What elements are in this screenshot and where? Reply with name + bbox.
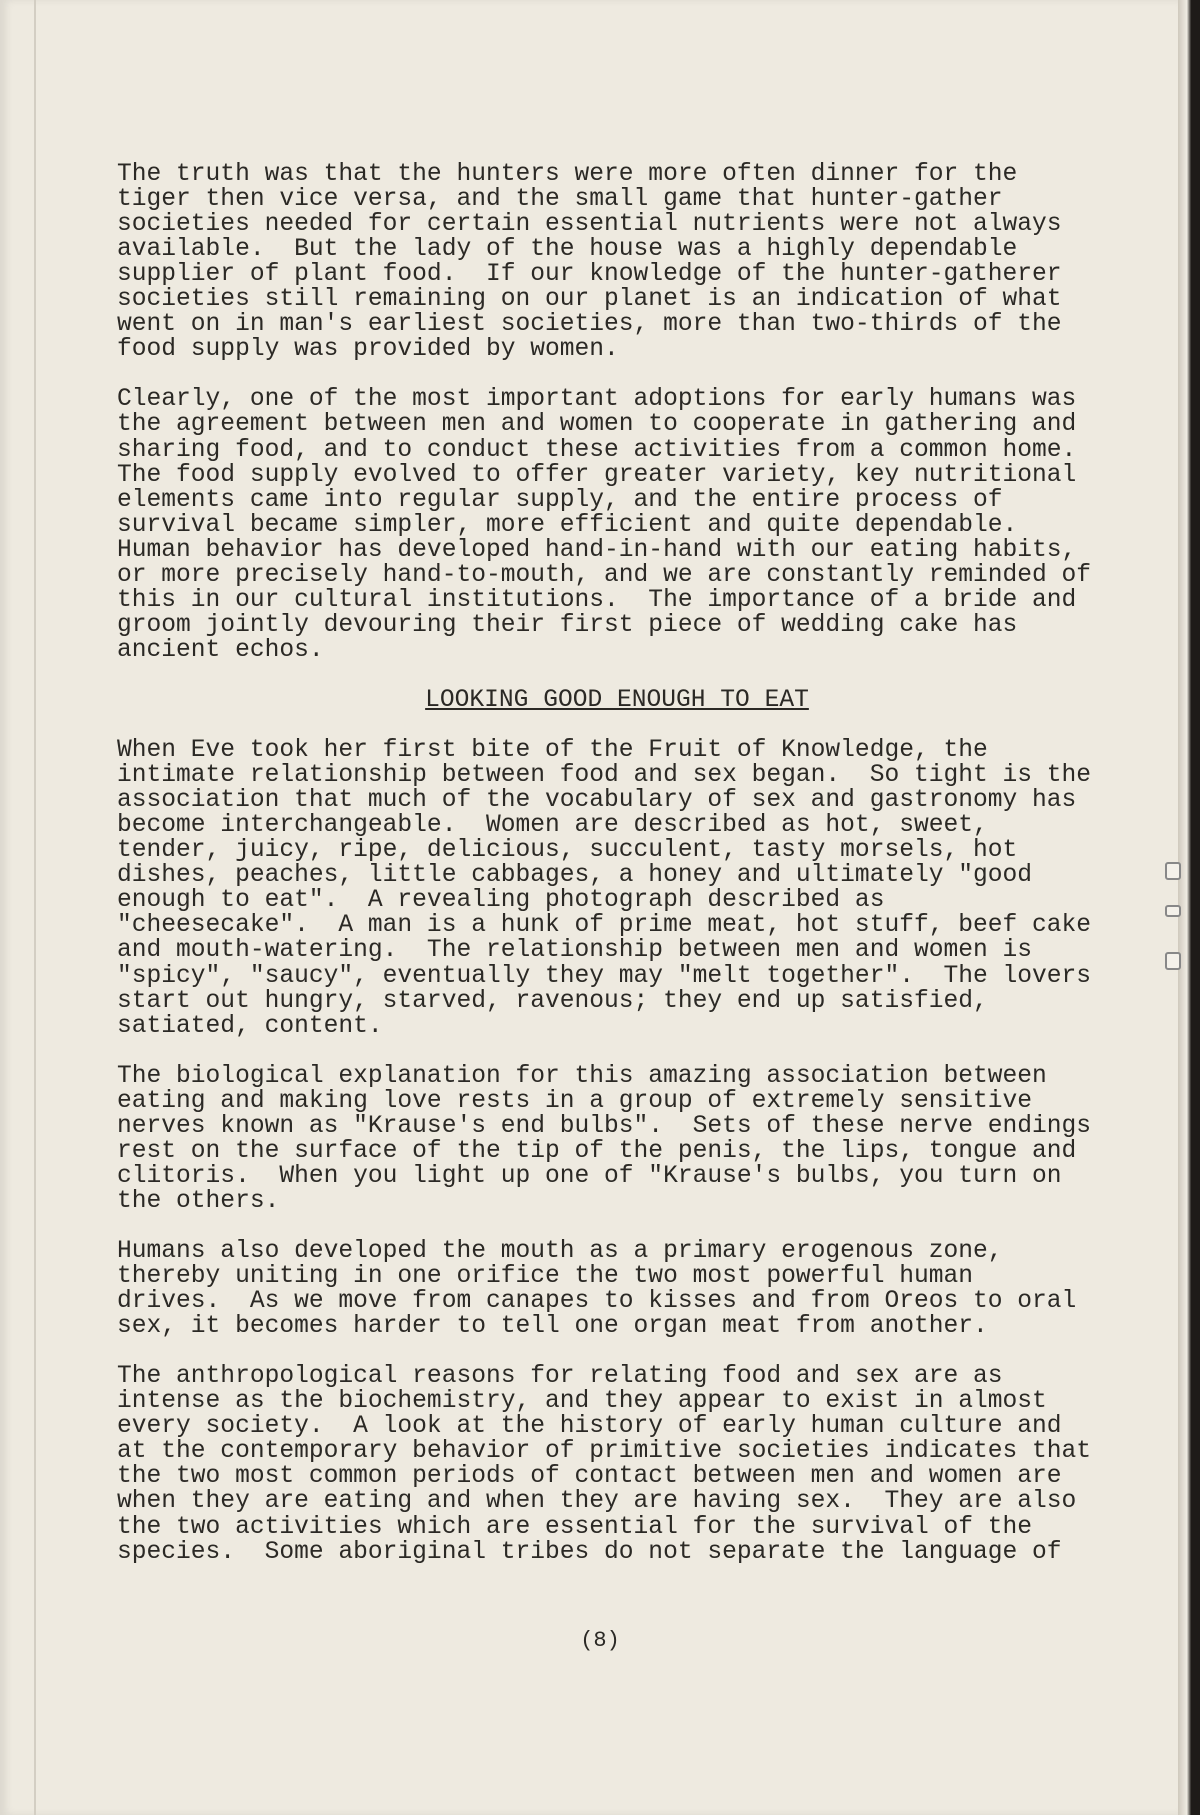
staple-icon — [1165, 862, 1181, 880]
paragraph — [117, 1239, 1167, 1339]
text-line: rest on the surface of the tip of the penis, the lips, tongue and — [117, 1137, 1077, 1165]
text-line: drives. As we move from canapes to kisses and from Oreos to oral — [117, 1288, 1077, 1316]
text-line: the two activities which are essential for the survival of the — [117, 1513, 1033, 1541]
text-line: become interchangeable. Women are described as hot, sweet, — [117, 812, 988, 840]
paragraph — [117, 162, 1167, 362]
text-line: dishes, peaches, little cabbages, a honey and ultimately "good — [117, 862, 1033, 890]
text-line: The biological explanation for this amazing association between — [117, 1062, 1047, 1090]
text-line: clitoris. When you light up one of "Krause's bulbs, you turn on — [117, 1162, 1062, 1190]
text-line: Clearly, one of the most important adoptions for early humans was — [117, 386, 1077, 414]
page-number: (8) — [580, 1628, 620, 1653]
text-line: Humans also developed the mouth as a primary erogenous zone, — [117, 1238, 1003, 1266]
paragraph — [117, 738, 1167, 1039]
text-line: Human behavior has developed hand-in-hand with our eating habits, — [117, 536, 1077, 564]
text-line: start out hungry, starved, ravenous; they end up satisfied, — [117, 987, 988, 1015]
text-line: nerves known as "Krause's end bulbs". Sets of these nerve endings — [117, 1112, 1092, 1140]
paragraph — [117, 387, 1167, 663]
text-line: at the contemporary behavior of primitive societies indicates that — [117, 1438, 1092, 1466]
text-line: societies still remaining on our planet is an indication of what — [117, 286, 1062, 314]
section-heading: LOOKING GOOD ENOUGH TO EAT — [425, 686, 809, 714]
text-line: sharing food, and to conduct these activities from a common home. — [117, 436, 1077, 464]
text-line: or more precisely hand-to-mouth, and we are constantly reminded of — [117, 561, 1092, 589]
text-line: eating and making love rests in a group of extremely sensitive — [117, 1087, 1033, 1115]
body-text — [117, 162, 1167, 1590]
text-line: and mouth-watering. The relationship between men and women is — [117, 937, 1033, 965]
text-line: available. But the lady of the house was a highly dependable — [117, 236, 1018, 264]
text-line: groom jointly devouring their first piece of wedding cake has — [117, 611, 1018, 639]
text-line: enough to eat". A revealing photograph described as — [117, 887, 885, 915]
text-line: every society. A look at the history of early human culture and — [117, 1413, 1062, 1441]
text-line: societies needed for certain essential nutrients were not always — [117, 211, 1062, 239]
text-line: The food supply evolved to offer greater variety, key nutritional — [117, 461, 1077, 489]
next-page-edge — [1178, 0, 1200, 1815]
staple-icon — [1165, 952, 1181, 970]
binding-edge — [34, 0, 36, 1815]
staple-icon — [1165, 905, 1181, 917]
text-line: tiger then vice versa, and the small game that hunter-gather — [117, 186, 1003, 214]
text-line: tender, juicy, ripe, delicious, succulent, tasty morsels, hot — [117, 837, 1018, 865]
text-line: "cheesecake". A man is a hunk of prime meat, hot stuff, beef cake — [117, 912, 1092, 940]
text-line: The anthropological reasons for relating food and sex are as — [117, 1363, 1003, 1391]
text-line: when they are eating and when they are having sex. They are also — [117, 1488, 1077, 1516]
text-line: the agreement between men and women to cooperate in gathering and — [117, 411, 1077, 439]
text-line: supplier of plant food. If our knowledge of the hunter-gatherer — [117, 261, 1062, 289]
text-line: intimate relationship between food and sex began. So tight is the — [117, 762, 1092, 790]
text-line: sex, it becomes harder to tell one organ meat from another. — [117, 1313, 988, 1341]
text-line: association that much of the vocabulary of sex and gastronomy has — [117, 787, 1077, 815]
text-line: food supply was provided by women. — [117, 336, 619, 364]
text-line: thereby uniting in one orifice the two most powerful human — [117, 1263, 974, 1291]
text-line: satiated, content. — [117, 1012, 383, 1040]
text-line: this in our cultural institutions. The importance of a bride and — [117, 586, 1077, 614]
text-line: elements came into regular supply, and the entire process of — [117, 486, 1003, 514]
paragraphs-before-heading — [117, 162, 1167, 663]
paragraph — [117, 1364, 1167, 1564]
paragraphs-after-heading — [117, 738, 1167, 1565]
paragraph — [117, 1064, 1167, 1214]
text-line: The truth was that the hunters were more often dinner for the — [117, 161, 1018, 188]
text-line: When Eve took her first bite of the Fruit of Knowledge, the — [117, 737, 988, 765]
text-line: "spicy", "saucy", eventually they may "melt together". The lovers — [117, 962, 1092, 990]
text-line: the others. — [117, 1187, 280, 1215]
text-line: species. Some aboriginal tribes do not separate the language of — [117, 1538, 1062, 1566]
text-line: went on in man's earliest societies, more than two-thirds of the — [117, 311, 1062, 339]
text-line: the two most common periods of contact between men and women are — [117, 1463, 1062, 1491]
text-line: ancient echos. — [117, 636, 324, 664]
text-line: intense as the biochemistry, and they appear to exist in almost — [117, 1388, 1047, 1416]
text-line: survival became simpler, more efficient and quite dependable. — [117, 511, 1018, 539]
